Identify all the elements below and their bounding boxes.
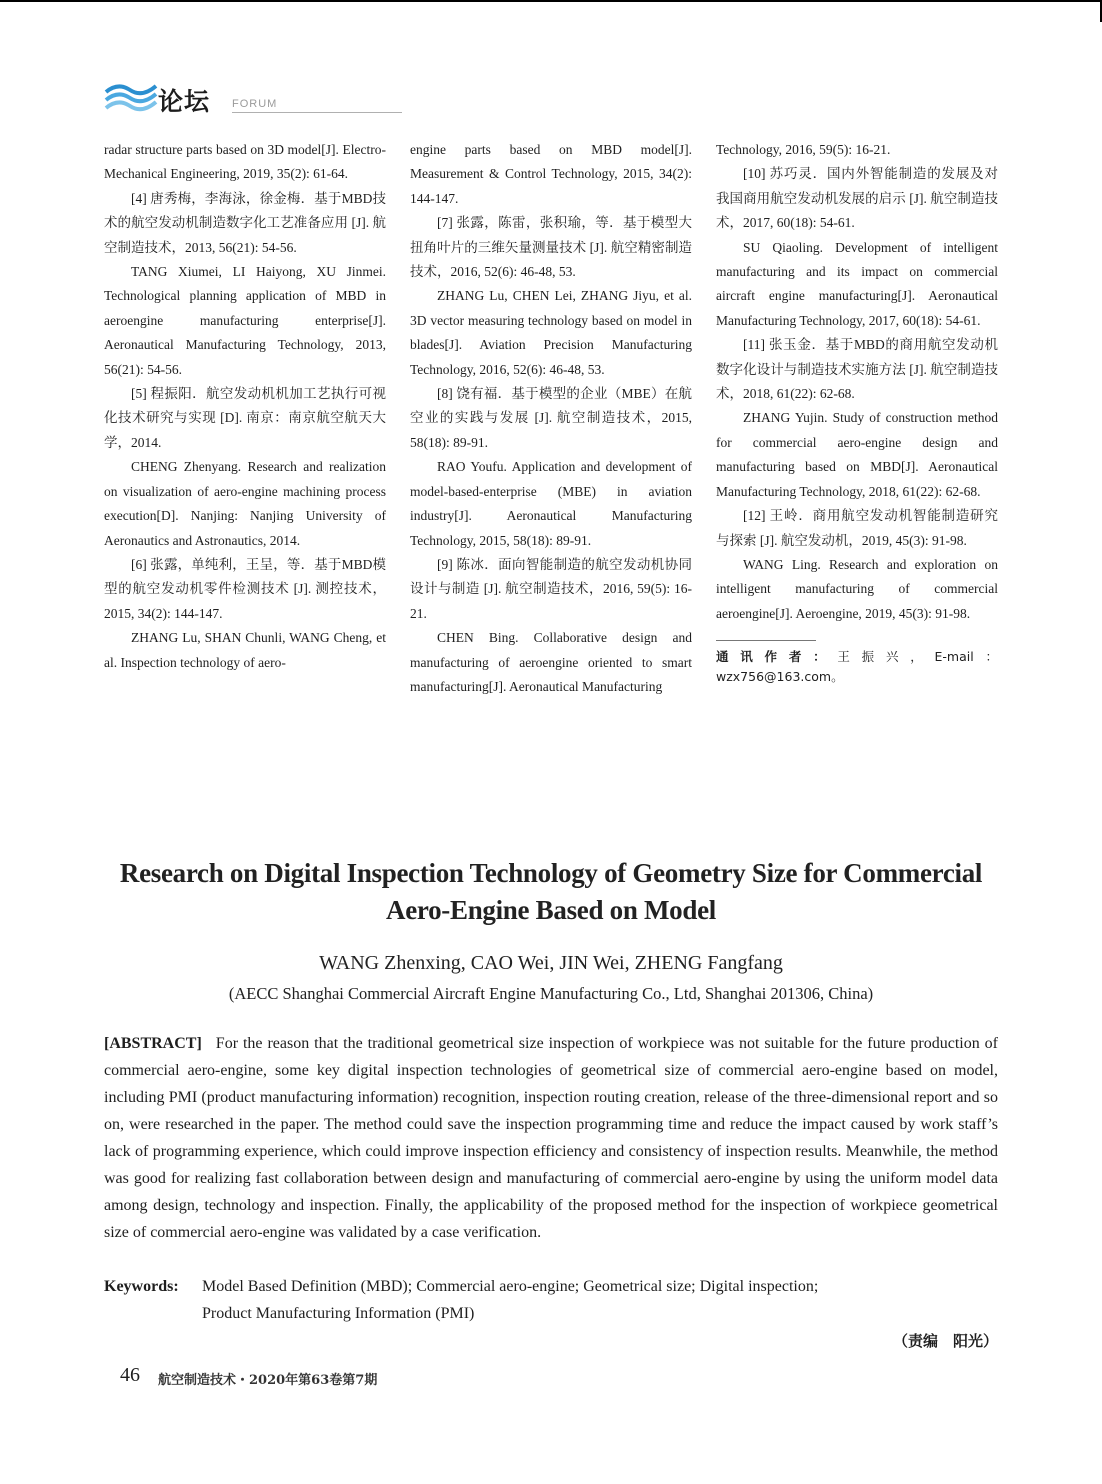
reference-entry: [4] 唐秀梅，李海泳，徐金梅．基于MBD技术的航空发动机制造数字化工艺准备应用 [J]. 航空制造技术，2013, 56(21): 54-56. (104, 190, 386, 255)
references-column-1 (104, 138, 386, 675)
article-title (104, 855, 998, 929)
references-column-3 (716, 138, 998, 687)
keywords-line-2: Product Manufacturing Information (PMI) (202, 1305, 475, 1322)
footnote-text: 王振兴，E-mail：wzx756@163.com。 (716, 649, 998, 685)
article-affiliation: (AECC Shanghai Commercial Aircraft Engine Manufacturing Co., Ltd, Shanghai 201306, China) (228, 984, 874, 1003)
reference-entry: TANG Xiumei, LI Haiyong, XU Jinmei. Technological planning application of MBD in aeroengine manufacturing enterprise[J]. Aeronautical Manufacturing Technology, 2013, 56(21): 54-56. (104, 264, 386, 377)
reference-entry: [9] 陈冰．面向智能制造的航空发动机协同设计与制造 [J]. 航空制造技术，2016, 59(5): 16-21. (410, 556, 692, 621)
reference-entry: ZHANG Lu, SHAN Chunli, WANG Cheng, et al. Inspection technology of aero- (104, 630, 386, 670)
article-authors: WANG Zhenxing, CAO Wei, JIN Wei, ZHENG Fangfang (319, 952, 783, 974)
abstract-text: For the reason that the traditional geometrical size inspection of workpiece was not suitable for the future production of commercial aero-engine, some key digital inspection technologies of geometrical size of commercial aero-engine based on model, including PMI (product manufacturing information) recognition, inspection routing creation, release of the three-dimensional report and so on, were researched in the paper. The method could save the inspection programming time and reduce the impact caused by work staff’s lack of programming experience, which could improve inspection efficiency and consistency of inspection results. Meanwhile, the method was good for realizing fast collaboration between design and manufacturing of commercial aero-engine by using the uniform model data among design, technology and inspection. Finally, the applicability of the proposed method for the inspection of workpiece geometrical size of commercial aero-engine was validated by a case verification. (104, 1035, 998, 1241)
reference-entry: [12] 王岭．商用航空发动机智能制造研究与探索 [J]. 航空发动机，2019, 45(3): 91-98. (716, 508, 998, 548)
editor-credit: （责编 阳光） (892, 1332, 998, 1350)
journal-footer: 航空制造技术・2020年第63卷第7期 (158, 1373, 378, 1388)
keywords (104, 1273, 998, 1327)
reference-entry: Technology, 2016, 59(5): 16-21. (716, 142, 891, 157)
section-header (104, 78, 304, 122)
references-column-2 (410, 138, 692, 699)
reference-entry: ZHANG Yujin. Study of construction method for commercial aero-engine design and manufacturing based on MBD[J]. Aeronautical Manufacturing Technology, 2018, 61(22): 62-68. (716, 410, 998, 499)
reference-entry: [6] 张露，单纯利，王呈，等．基于MBD模型的航空发动机零件检测技术 [J]. 测控技术，2015, 34(2): 144-147. (104, 556, 386, 621)
keywords-line-1: Model Based Definition (MBD); Commercial aero-engine; Geometrical size; Digital inspection; (202, 1278, 819, 1295)
reference-entry: RAO Youfu. Application and development of model-based-enterprise (MBE) in aviation industry[J]. Aeronautical Manufacturing Technology, 2015, 58(18): 89-91. (410, 459, 692, 548)
reference-entry: [5] 程振阳．航空发动机机加工艺执行可视化技术研究与实现 [D]. 南京：南京航空航天大学，2014. (104, 386, 386, 450)
section-title-en: FORUM (232, 98, 278, 110)
reference-entry: [7] 张露，陈雷，张积瑜，等．基于模型大扭角叶片的三维矢量测量技术 [J]. 航空精密制造技术，2016, 52(6): 46-48, 53. (410, 215, 692, 280)
abstract-label: [ABSTRACT] (104, 1035, 202, 1052)
keywords-label: Keywords: (104, 1278, 179, 1295)
reference-entry: engine parts based on MBD model[J]. Measurement & Control Technology, 2015, 34(2): 144-147. (410, 142, 692, 206)
crop-mark-top (0, 0, 1102, 2)
reference-entry: radar structure parts based on 3D model[J]. Electro-Mechanical Engineering, 2019, 35(2): 61-64. (104, 142, 386, 182)
abstract (104, 1030, 998, 1246)
forum-wave-logo-icon (104, 78, 158, 118)
footnote-label: 通讯作者： (716, 649, 838, 665)
reference-entry: ZHANG Lu, CHEN Lei, ZHANG Jiyu, et al. 3D vector measuring technology based on model in blades[J]. Aviation Precision Manufacturing Technology, 2016, 52(6): 46-48, 53. (410, 288, 692, 377)
reference-entry: [10] 苏巧灵．国内外智能制造的发展及对我国商用航空发动机发展的启示 [J]. 航空制造技术，2017, 60(18): 54-61. (716, 166, 998, 231)
reference-entry: CHENG Zhenyang. Research and realization on visualization of aero-engine machining process execution[D]. Nanjing: Nanjing University of Aeronautics and Astronautics, 2014. (104, 459, 386, 548)
footnote-rule (716, 640, 816, 641)
corresponding-author-note (716, 647, 998, 687)
section-title-cn: 论坛 (158, 87, 211, 116)
reference-entry: CHEN Bing. Collaborative design and manufacturing of aeroengine oriented to smart manufacturing[J]. Aeronautical Manufacturing (410, 630, 692, 694)
title-line-2: Aero-Engine Based on Model (386, 895, 716, 925)
reference-entry: SU Qiaoling. Development of intelligent manufacturing and its impact on commercial aircraft engine manufacturing[J]. Aeronautical Manufacturing Technology, 2017, 60(18): 54-61. (716, 239, 998, 328)
reference-entry: [8] 饶有福．基于模型的企业（MBE）在航空业的实践与发展 [J]. 航空制造技术，2015, 58(18): 89-91. (410, 386, 692, 450)
reference-entry: [11] 张玉金．基于MBD的商用航空发动机数字化设计与制造技术实施方法 [J]. 航空制造技术，2018, 61(22): 62-68. (716, 337, 998, 402)
page-number: 46 (120, 1364, 140, 1386)
reference-entry: WANG Ling. Research and exploration on intelligent manufacturing of commercial aeroengine[J]. Aeroengine, 2019, 45(3): 91-98. (716, 556, 998, 621)
title-line-1: Research on Digital Inspection Technology of Geometry Size for Commercial (119, 858, 983, 888)
header-rule (232, 112, 402, 113)
